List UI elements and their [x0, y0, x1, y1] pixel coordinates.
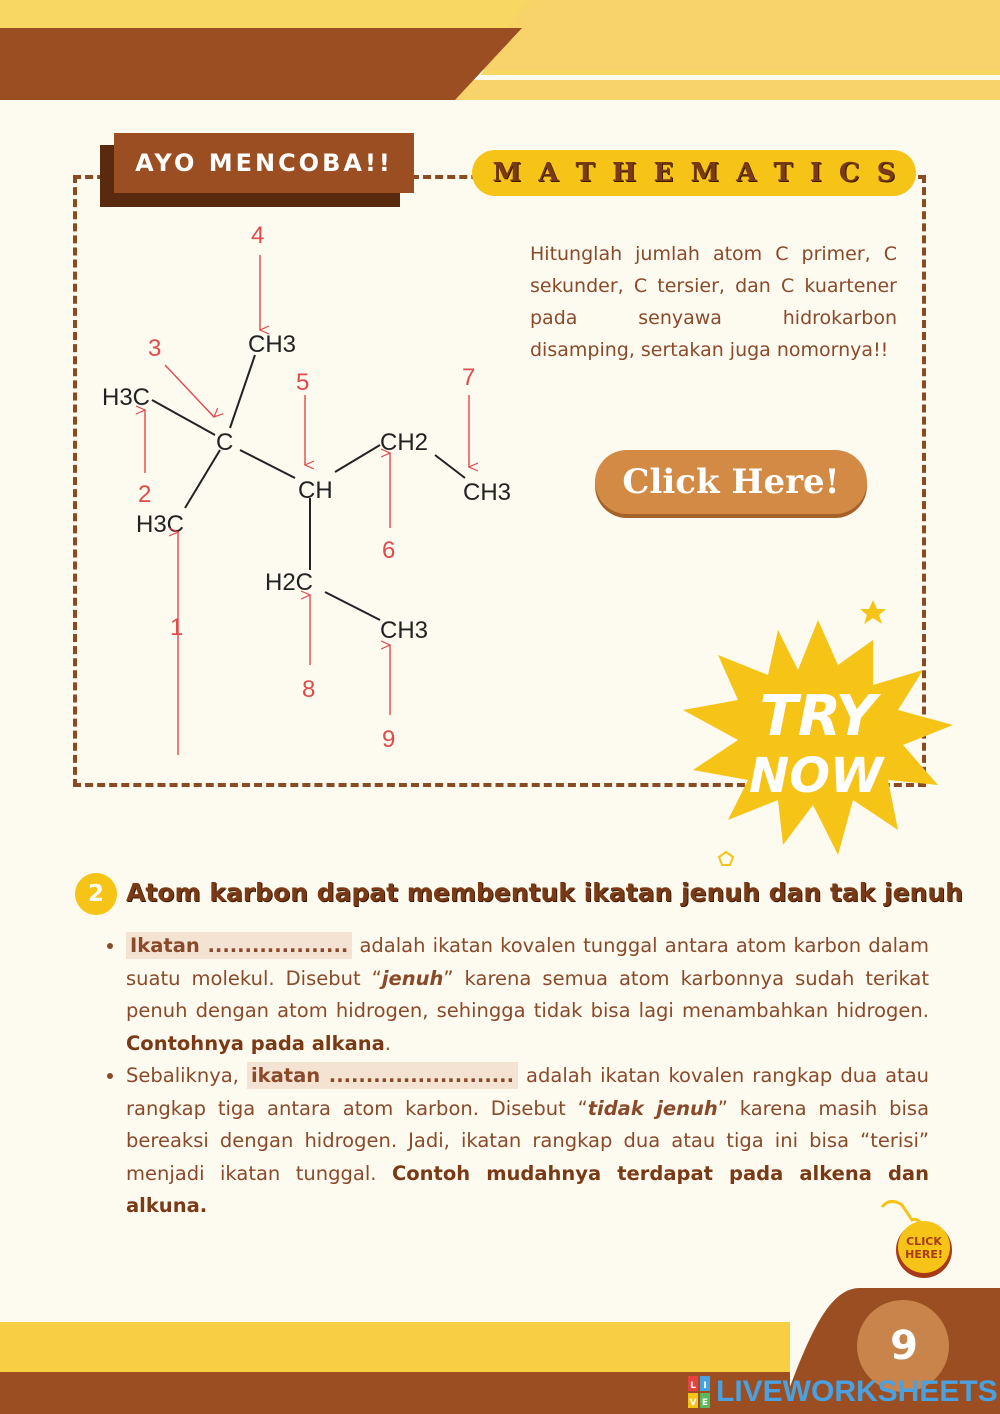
number-3: 3: [148, 335, 162, 362]
text: .: [384, 1031, 391, 1055]
star-small-icon: [860, 600, 886, 624]
group-ch3-bottom: CH3: [380, 617, 429, 644]
brand-text: LIVEWORKSHEETS: [716, 1375, 998, 1408]
bold-text: Contohnya pada alkana: [126, 1031, 385, 1055]
subject-letter: C: [838, 158, 860, 188]
text: adalah ikatan kovalen tunggal antara atom karbon dalam suatu molekul. Disebut “: [126, 934, 930, 990]
liveworksheets-logo: [688, 1374, 998, 1410]
list-item: [126, 1060, 929, 1223]
number-1: 1: [170, 614, 184, 641]
subject-letter: M: [690, 158, 720, 188]
subject-letter: A: [736, 158, 757, 188]
pentagon-small-icon: [719, 852, 733, 865]
logo-letter: V: [689, 1398, 697, 1408]
here-text: HERE!: [905, 1248, 943, 1261]
number-9: 9: [382, 726, 396, 753]
activity-tag: AYO MENCOBA!!: [114, 133, 414, 193]
molecule-diagram: [90, 210, 530, 770]
subject-letter: M: [492, 158, 522, 188]
try-now-burst: [668, 600, 968, 870]
list-item: [126, 930, 929, 1060]
section-number: 2: [75, 873, 117, 915]
number-5: 5: [296, 369, 310, 396]
header-banner: [0, 0, 1000, 110]
text: Sebaliknya,: [126, 1064, 247, 1087]
bold-text: Contoh mudahnya terdapat pada alkena dan alkuna.: [126, 1161, 929, 1217]
group-h2c: H2C: [265, 569, 314, 596]
logo-letter: L: [690, 1381, 696, 1391]
group-h3c-top: H3C: [102, 384, 151, 411]
instruction-text: Hitunglah jumlah atom C primer, C sekunder, C tersier, dan C kuartener pada senyawa hidrokarbon disamping, sertakan juga nomornya!!: [530, 243, 897, 361]
group-ch2: CH2: [380, 429, 429, 456]
answer-blank[interactable]: Ikatan ...................: [126, 932, 352, 959]
subject-letter: H: [611, 158, 637, 188]
click-text: CLICK: [906, 1235, 942, 1248]
subject-letter: A: [538, 158, 559, 188]
emphasis: jenuh: [381, 966, 444, 990]
logo-letter: E: [701, 1398, 709, 1408]
text: ” karena semua atom karbonnya sudah terikat penuh dengan atom hidrogen, sehingga tidak bisa lagi menambahkan hidrogen.: [126, 966, 930, 1022]
text: ” karena masih bisa bereaksi dengan hidrogen. Jadi, ikatan rangkap dua atau tiga ini bisa “terisi” menjadi ikatan tunggal.: [126, 1096, 930, 1185]
group-h3c-bottom: H3C: [136, 511, 185, 538]
group-ch3-top: CH3: [248, 331, 297, 358]
subject-pill: [472, 150, 916, 196]
number-4: 4: [251, 222, 265, 249]
try-text: TRY: [759, 684, 877, 749]
group-c: C: [216, 429, 234, 456]
number-7: 7: [462, 364, 476, 391]
group-ch: CH: [298, 477, 333, 504]
logo-letter: I: [703, 1381, 707, 1391]
subject-letter: S: [876, 158, 896, 188]
number-2: 2: [138, 481, 152, 508]
now-text: NOW: [749, 748, 883, 804]
number-8: 8: [302, 676, 316, 703]
group-ch3-right: CH3: [463, 479, 512, 506]
subject-letter: E: [653, 158, 674, 188]
click-here-small-button[interactable]: [872, 1195, 962, 1285]
emphasis: tidak jenuh: [587, 1096, 718, 1120]
click-here-button[interactable]: Click Here!: [595, 450, 867, 514]
answer-blank[interactable]: ikatan .........................: [247, 1062, 518, 1089]
section-title: Atom karbon dapat membentuk ikatan jenuh dan tak jenuh: [126, 878, 963, 907]
body-list: [103, 930, 929, 1223]
number-6: 6: [382, 537, 396, 564]
lw-logo-icon: [688, 1376, 710, 1408]
subject-letter: T: [575, 158, 595, 188]
page-number: 9: [890, 1323, 918, 1369]
text: adalah ikatan kovalen rangkap dua atau rangkap tiga antara atom karbon. Disebut “: [126, 1064, 930, 1120]
subject-letter: T: [773, 158, 793, 188]
subject-letter: I: [809, 158, 822, 188]
